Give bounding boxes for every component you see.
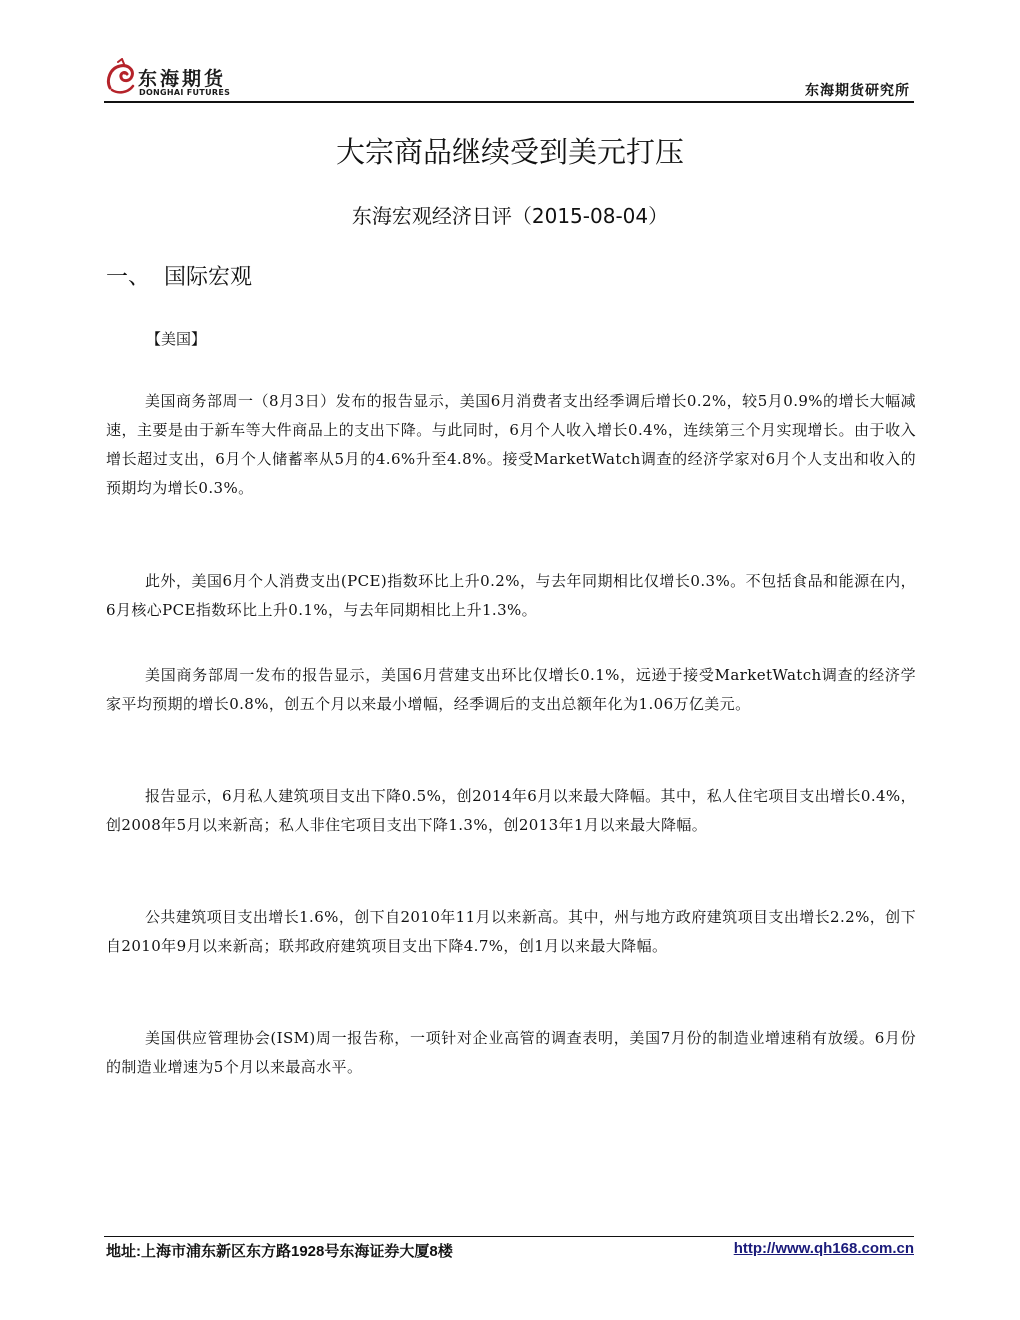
paragraph: 报告显示，6月私人建筑项目支出下降0.5%，创2014年6月以来最大降幅。其中，私人住宅项目支出增长0.4%，创2008年5月以来新高；私人非住宅项目支出下降1.3%，创2013年1月以来最大降幅。 [106, 787, 916, 834]
footer-address: 地址:上海市浦东新区东方路1928号东海证券大厦8楼 [106, 1243, 453, 1260]
institute-name: 东海期货研究所 [805, 83, 910, 99]
paragraph: 公共建筑项目支出增长1.6%，创下自2010年11月以来新高。其中，州与地方政府建筑项目支出增长2.2%，创下自2010年9月以来新高；联邦政府建筑项目支出下降4.7%，创1月以来最大降幅。 [106, 908, 916, 955]
paragraph: 美国供应管理协会(ISM)周一报告称，一项针对企业高管的调查表明，美国7月份的制造业增速稍有放缓。6月份的制造业增速为5个月以来最高水平。 [106, 1029, 916, 1076]
page-title: 大宗商品继续受到美元打压 [335, 135, 684, 169]
dragon-logo-icon [104, 58, 138, 98]
page-subtitle: 东海宏观经济日评（2015-08-04） [351, 204, 669, 228]
region-label: 【美国】 [146, 330, 207, 348]
paragraph: 美国商务部周一发布的报告显示，美国6月营建支出环比仅增长0.1%，远逊于接受MarketWatch调查的经济学家平均预期的增长0.8%，创五个月以来最小增幅，经季调后的支出总额年化为1.06万亿美元。 [106, 666, 916, 713]
website-link[interactable]: http://www.qh168.com.cn [733, 1240, 914, 1257]
footer-divider [104, 1236, 914, 1237]
section-heading [106, 260, 252, 291]
paragraph: 美国商务部周一（8月3日）发布的报告显示，美国6月消费者支出经季调后增长0.2%，较5月0.9%的增长大幅减速，主要是由于新车等大件商品上的支出下降。与此同时，6月个人收入增长0.4%，连续第三个月实现增长。由于收入增长超过支出，6月个人储蓄率从5月的4.6%升至4.8%。接受MarketWatch调查的经济学家对6月个人支出和收入的预期均为增长0.3%。 [106, 392, 916, 497]
section-label: 国际宏观 [164, 265, 253, 290]
logo-english-name: DONGHAI FUTURES [139, 88, 231, 97]
logo-chinese-name: 东海期货 [138, 68, 227, 90]
header-divider [104, 101, 914, 103]
page-header [104, 52, 914, 102]
section-number: 一、 [106, 265, 151, 290]
company-logo [104, 58, 244, 102]
paragraph: 此外，美国6月个人消费支出(PCE)指数环比上升0.2%，与去年同期相比仅增长0.3%。不包括食品和能源在内，6月核心PCE指数环比上升0.1%，与去年同期相比上升1.3%。 [106, 572, 916, 619]
